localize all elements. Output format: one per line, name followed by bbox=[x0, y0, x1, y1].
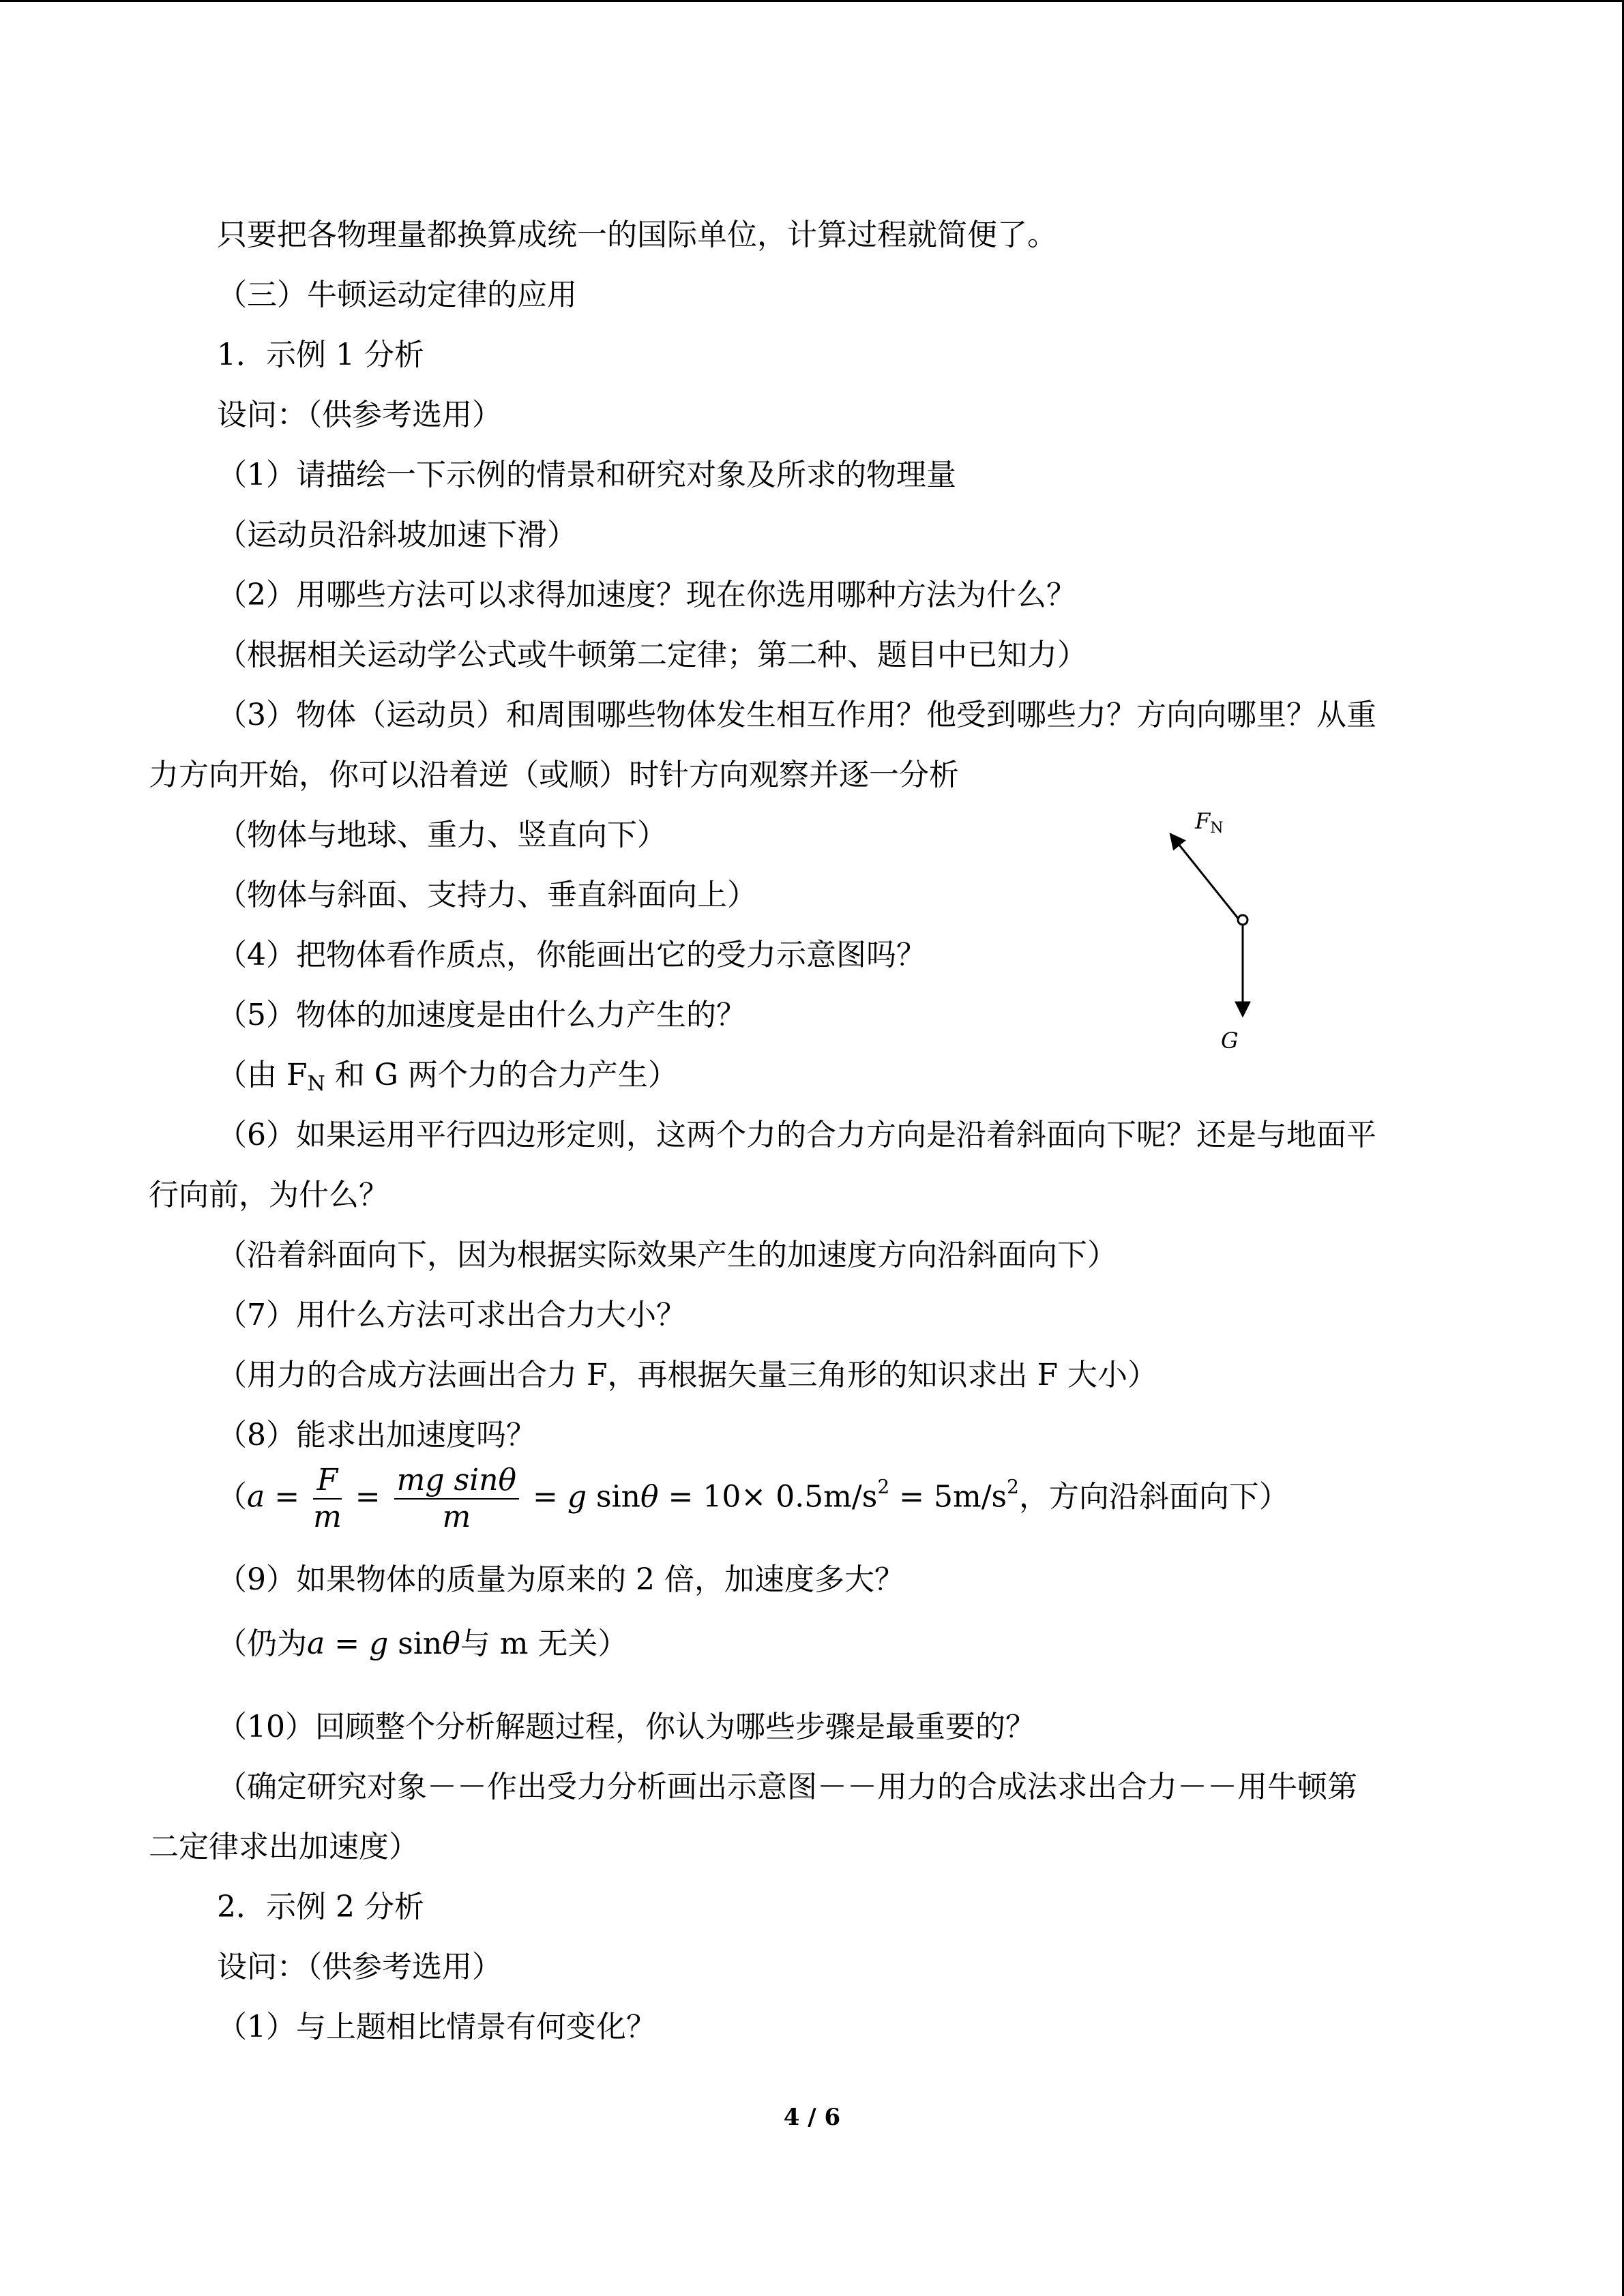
still-eq: = bbox=[325, 1626, 370, 1661]
question-line: （1）与上题相比情景有何变化？ bbox=[217, 2010, 656, 2044]
question-line: （4）把物体看作质点，你能画出它的受力示意图吗？ bbox=[217, 938, 926, 972]
fn-line-sub: N bbox=[307, 1072, 325, 1096]
answer-line: （物体与地球、重力、竖直向下） bbox=[217, 818, 667, 852]
fn-line-rest: 和 G 两个力的合力产生） bbox=[325, 1058, 678, 1092]
formula-eq3: = bbox=[523, 1479, 567, 1515]
formula-sin: sin bbox=[587, 1479, 641, 1515]
answer-line: （根据相关运动学公式或牛顿第二定律；第二种、题目中已知力） bbox=[217, 638, 1087, 672]
label-g: G bbox=[1221, 1028, 1239, 1054]
fraction-mgsin-over-m bbox=[394, 1463, 519, 1535]
answer-line: （确定研究对象－－作出受力分析画出示意图－－用力的合成法求出合力－－用牛顿第 bbox=[217, 1770, 1357, 1804]
acceleration-formula bbox=[217, 1463, 1289, 1535]
formula-exp1: 2 bbox=[877, 1475, 890, 1498]
force-diagram bbox=[1153, 808, 1275, 1060]
page-number: 4 / 6 bbox=[783, 2104, 841, 2131]
fraction-f-over-m bbox=[313, 1463, 342, 1535]
text-line: 只要把各物理量都换算成统一的国际单位，计算过程就简便了。 bbox=[217, 218, 1057, 252]
still-open: （仍为 bbox=[217, 1626, 307, 1661]
question-line: （1）请描绘一下示例的情景和研究对象及所求的物理量 bbox=[217, 458, 956, 492]
formula-exp2: 2 bbox=[1007, 1475, 1019, 1498]
question-line: （5）物体的加速度是由什么力产生的？ bbox=[217, 998, 746, 1032]
answer-line-still bbox=[217, 1625, 628, 1663]
fraction-denominator: m bbox=[313, 1500, 342, 1534]
answer-line: （用力的合成方法画出合力 F，再根据矢量三角形的知识求出 F 大小） bbox=[217, 1358, 1158, 1392]
fn-line-open: （由 F bbox=[217, 1058, 308, 1092]
question-line: （10）回顾整个分析解题过程，你认为哪些步骤是最重要的？ bbox=[217, 1710, 1035, 1744]
question-line: （8）能求出加速度吗？ bbox=[217, 1418, 536, 1452]
text-line: 设问：（供参考选用） bbox=[217, 398, 502, 432]
still-theta: θ bbox=[442, 1626, 460, 1661]
subsection-heading: 2．示例 2 分析 bbox=[217, 1890, 424, 1924]
formula-g: g bbox=[567, 1479, 587, 1515]
formula-eq1: = bbox=[265, 1479, 310, 1515]
formula-eq4: = 10× 0.5m/s bbox=[658, 1479, 878, 1515]
still-g: g bbox=[369, 1626, 389, 1661]
formula-open: （ bbox=[217, 1479, 247, 1515]
text-line: 设问：（供参考选用） bbox=[217, 1950, 502, 1984]
label-fn: FN bbox=[1195, 808, 1224, 837]
subsection-heading: 1．示例 1 分析 bbox=[217, 338, 424, 372]
formula-theta: θ bbox=[640, 1479, 659, 1515]
answer-line: （物体与斜面、支持力、垂直斜面向上） bbox=[217, 878, 757, 912]
formula-tail: ，方向沿斜面向下） bbox=[1018, 1479, 1289, 1515]
formula-eq5: = 5m/s bbox=[889, 1479, 1007, 1515]
fraction-denominator: m bbox=[442, 1500, 471, 1534]
normal-force-arrow bbox=[1170, 834, 1239, 920]
section-heading: （三）牛顿运动定律的应用 bbox=[217, 278, 577, 312]
answer-line-fn bbox=[217, 1056, 678, 1103]
still-rest: 与 m 无关） bbox=[460, 1626, 628, 1661]
formula-eq2: = bbox=[345, 1479, 390, 1515]
particle-point bbox=[1238, 915, 1247, 925]
question-line: （7）用什么方法可求出合力大小？ bbox=[217, 1298, 686, 1332]
question-line: （9）如果物体的质量为原来的 2 倍，加速度多大？ bbox=[217, 1562, 904, 1597]
still-sin: sin bbox=[388, 1626, 443, 1661]
question-line: （6）如果运用平行四边形定则，这两个力的合力方向是沿着斜面向下呢？还是与地面平 bbox=[217, 1118, 1376, 1152]
answer-line: （沿着斜面向下，因为根据实际效果产生的加速度方向沿斜面向下） bbox=[217, 1238, 1117, 1272]
answer-line-cont: 二定律求出加速度） bbox=[149, 1830, 419, 1864]
page-edge-top bbox=[0, 0, 1624, 2]
question-line: （3）物体（运动员）和周围哪些物体发生相互作用？他受到哪些力？方向向哪里？从重 bbox=[217, 698, 1376, 732]
question-line-cont: 行向前，为什么？ bbox=[149, 1178, 389, 1212]
question-line-cont: 力方向开始，你可以沿着逆（或顺）时针方向观察并逐一分析 bbox=[149, 758, 959, 792]
still-a: a bbox=[307, 1626, 325, 1661]
question-line: （2）用哪些方法可以求得加速度？现在你选用哪种方法为什么？ bbox=[217, 578, 1076, 612]
formula-lhs: a bbox=[247, 1479, 265, 1515]
answer-line: （运动员沿斜坡加速下滑） bbox=[217, 518, 577, 552]
fraction-numerator: mg sinθ bbox=[394, 1463, 519, 1500]
fraction-numerator: F bbox=[313, 1463, 342, 1500]
